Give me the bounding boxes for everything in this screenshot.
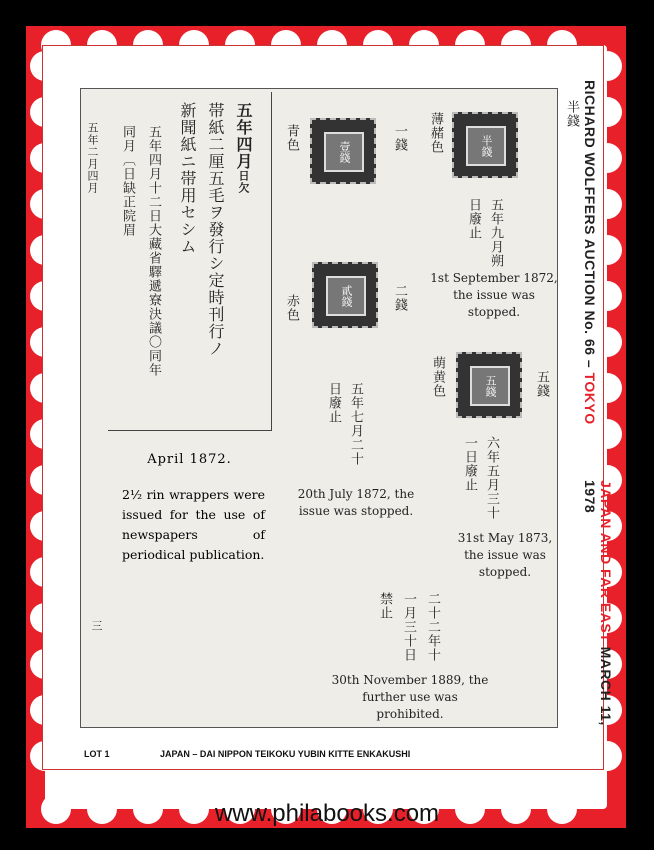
- auction-title: [582, 80, 598, 425]
- stamp-1-date-jp: 五年九月朔日廢止: [466, 198, 503, 268]
- stamp-1-label: 半錢: [466, 126, 506, 166]
- stamp-1-image: [452, 112, 518, 178]
- lot-number: LOT 1: [84, 749, 110, 759]
- april-1872-notice: [108, 432, 271, 565]
- stamp-3-english: 20th July 1872, the issue was stopped.: [297, 487, 415, 518]
- stamp-4-value-jp: 五錢: [534, 370, 549, 398]
- stamp-2-label: 壹錢: [324, 132, 364, 172]
- left-text-jp-2: 帯紙二厘五毛ヲ發行シ定時刊行ノ: [206, 102, 225, 357]
- stamp-4-english: 31st May 1873, the issue was stopped.: [457, 531, 553, 579]
- april-text: 2½ rin wrappers were issued for the use of newspapers of periodical publication.: [122, 487, 265, 562]
- stamp-3-date-jp: 五年七月二十日廢止: [326, 382, 363, 466]
- left-text-jp-5: 同月〔日缺正院眉: [120, 125, 135, 237]
- stamp-1-english: 1st September 1872, the issue was stopped.: [430, 271, 558, 319]
- stamp-2-color-jp: 青色: [284, 124, 299, 152]
- cover-vertical-title: [574, 52, 614, 762]
- stamp-3-color-jp: 赤色: [284, 294, 299, 322]
- left-heading-note: 日欠: [237, 170, 250, 194]
- left-heading-jp: [232, 102, 255, 194]
- stamp-4-image: [456, 352, 522, 418]
- stamp-4-color-jp: 萌黄色: [430, 356, 445, 398]
- sale-info: [582, 480, 614, 762]
- lot-description: JAPAN – DAI NIPPON TEIKOKU YUBIN KITTE ENKAKUSHI: [160, 749, 411, 759]
- auction-city: TOKYO: [582, 372, 598, 425]
- stamp-2-value-jp: 一錢: [392, 124, 407, 152]
- side-date-jp: 五年二月四月: [86, 122, 99, 194]
- stamp-3-label: 貳錢: [326, 276, 366, 316]
- watermark: www.philabooks.com: [214, 800, 440, 827]
- final-english: 30th November 1889, the further use was prohibited.: [331, 673, 489, 721]
- stamp-3-image: [312, 262, 378, 328]
- page-mark: 三: [90, 620, 103, 632]
- left-heading-date: 五年四月: [234, 102, 253, 170]
- left-text-jp-4: 五年四月十二日大藏省驛遞寮決議〇同年: [146, 125, 161, 377]
- sale-region: JAPAN AND FAR EAST: [598, 480, 614, 643]
- left-text-jp-3: 新聞紙ニ帯用セシム: [178, 102, 197, 255]
- auction-name: RICHARD WOLFFERS AUCTION No. 66 –: [582, 80, 598, 373]
- stamp-4-date-jp: 六年五月三十一日廢止: [462, 436, 499, 520]
- stamp-1-value-jp: 半錢: [564, 100, 579, 128]
- stamp-3-value-jp: 二錢: [392, 284, 407, 312]
- stamp-1-color-jp: 薄赭色: [428, 112, 443, 154]
- april-title: April 1872.: [147, 452, 232, 467]
- final-date-jp: 二十二年十一月三十日禁止: [377, 592, 440, 662]
- sale-date: MARCH 11, 1978: [582, 480, 614, 726]
- stamp-2-image: [310, 118, 376, 184]
- stamp-4-label: 五錢: [470, 366, 510, 406]
